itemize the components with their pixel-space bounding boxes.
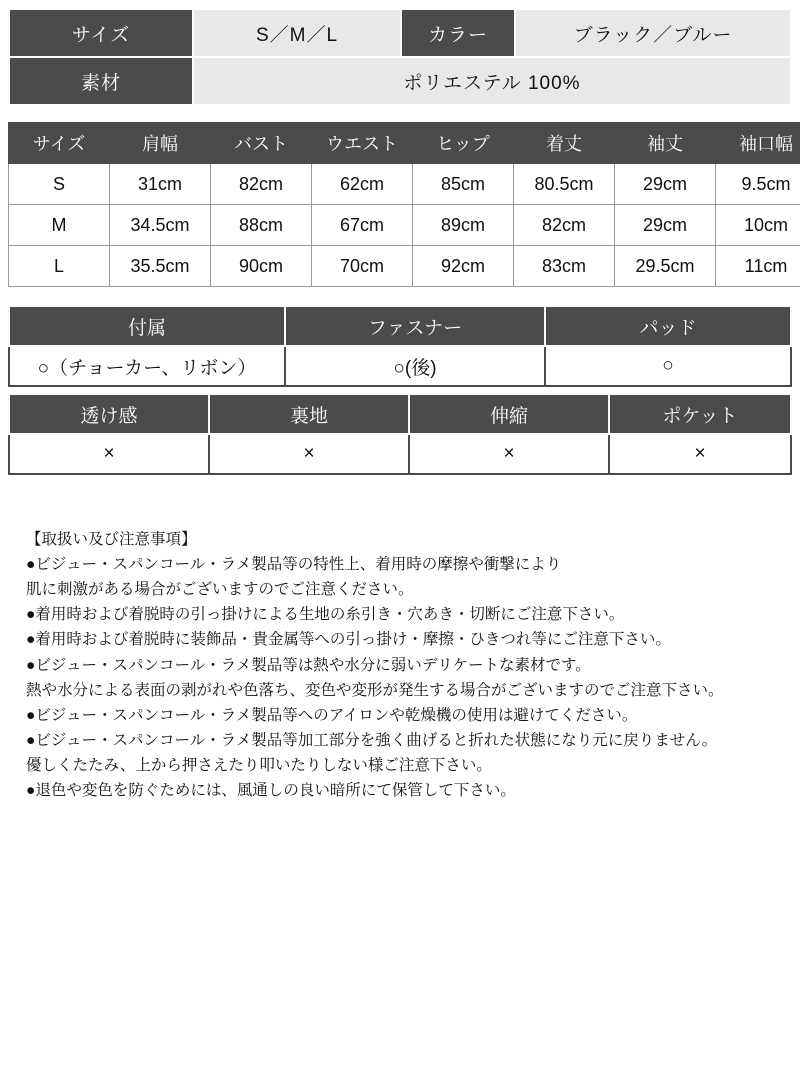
spec-value-material: ポリエステル 100% <box>193 57 791 105</box>
spec-label-size: サイズ <box>9 9 193 57</box>
size-s-waist: 62cm <box>312 164 413 205</box>
attr-value-accessory: ○（チョーカー、リボン） <box>9 346 285 386</box>
attr-value-zipper: ○(後) <box>285 346 545 386</box>
size-header-1: 肩幅 <box>110 123 211 164</box>
size-m-bust: 88cm <box>211 205 312 246</box>
size-header-3: ウエスト <box>312 123 413 164</box>
care-note-line: ●退色や変色を防ぐためには、風通しの良い暗所にて保管して下さい。 <box>26 782 516 800</box>
attr-header-accessory: 付属 <box>9 306 285 346</box>
size-header-7: 袖口幅 <box>716 123 800 164</box>
attr-value-sheer: × <box>9 434 209 474</box>
size-l-sleeve: 29.5cm <box>615 246 716 287</box>
table-header-row <box>9 394 791 434</box>
attr-header-pad: パッド <box>545 306 791 346</box>
size-m-length: 82cm <box>514 205 615 246</box>
size-s-sleeve: 29cm <box>615 164 716 205</box>
spec-label-color: カラー <box>401 9 515 57</box>
care-note-line: ●ビジュー・スパンコール・ラメ製品等へのアイロンや乾燥機の使用は避けてください。 <box>26 706 638 724</box>
size-m-shoulder: 34.5cm <box>110 205 211 246</box>
size-m-sleeve: 29cm <box>615 205 716 246</box>
spec-label-material: 素材 <box>9 57 193 105</box>
table-row <box>9 205 800 246</box>
attr-value-stretch: × <box>409 434 609 474</box>
size-header-5: 着丈 <box>514 123 615 164</box>
care-note-line: ●ビジュー・スパンコール・ラメ製品等加工部分を強く曲げると折れた状態になり元に戻りません。 <box>26 731 718 749</box>
size-s-hip: 85cm <box>413 164 514 205</box>
size-header-2: バスト <box>211 123 312 164</box>
size-header-0: サイズ <box>9 123 110 164</box>
attr-header-sheer: 透け感 <box>9 394 209 434</box>
size-s-shoulder: 31cm <box>110 164 211 205</box>
spec-table <box>8 8 792 106</box>
size-l-cuff: 11cm <box>716 246 800 287</box>
table-row <box>9 9 791 57</box>
care-note-line: ●ビジュー・スパンコール・ラメ製品等は熱や水分に弱いデリケートな素材です。 <box>26 656 591 674</box>
size-s-length: 80.5cm <box>514 164 615 205</box>
size-s-bust: 82cm <box>211 164 312 205</box>
table-row <box>9 346 791 386</box>
size-measurement-table <box>8 122 800 287</box>
attr-header-zipper: ファスナー <box>285 306 545 346</box>
care-note-line: ●着用時および着脱時に装飾品・貴金属等への引っ掛け・摩擦・ひきつれ等にご注意下さい。 <box>26 631 671 649</box>
size-m-label: M <box>9 205 110 246</box>
size-m-cuff: 10cm <box>716 205 800 246</box>
attr-header-stretch: 伸縮 <box>409 394 609 434</box>
size-l-bust: 90cm <box>211 246 312 287</box>
size-m-hip: 89cm <box>413 205 514 246</box>
size-l-waist: 70cm <box>312 246 413 287</box>
attr-value-pad: ○ <box>545 346 791 386</box>
size-header-4: ヒップ <box>413 123 514 164</box>
size-l-shoulder: 35.5cm <box>110 246 211 287</box>
attr-header-lining: 裏地 <box>209 394 409 434</box>
size-m-waist: 67cm <box>312 205 413 246</box>
table-row <box>9 164 800 205</box>
size-l-label: L <box>9 246 110 287</box>
table-row <box>9 434 791 474</box>
care-notes <box>8 527 792 803</box>
size-l-length: 83cm <box>514 246 615 287</box>
attributes-table-accessories <box>8 305 792 387</box>
table-row <box>9 57 791 105</box>
attributes-table-fabric <box>8 393 792 475</box>
care-note-line: 肌に刺激がある場合がございますのでご注意ください。 <box>26 581 414 599</box>
size-header-6: 袖丈 <box>615 123 716 164</box>
care-note-line: ●ビジュー・スパンコール・ラメ製品等の特性上、着用時の摩擦や衝撃により <box>26 556 562 574</box>
attr-value-pocket: × <box>609 434 791 474</box>
attr-header-pocket: ポケット <box>609 394 791 434</box>
care-note-line: 熱や水分による表面の剥がれや色落ち、変色や変形が発生する場合がございますのでご注意下さい。 <box>26 681 724 699</box>
care-notes-title: 【取扱い及び注意事項】 <box>26 531 197 548</box>
table-header-row <box>9 123 800 164</box>
spec-value-size: S／M／L <box>193 9 401 57</box>
table-header-row <box>9 306 791 346</box>
spec-value-color: ブラック／ブルー <box>515 9 791 57</box>
care-note-line: ●着用時および着脱時の引っ掛けによる生地の糸引き・穴あき・切断にご注意下さい。 <box>26 606 625 624</box>
attr-value-lining: × <box>209 434 409 474</box>
table-row <box>9 246 800 287</box>
size-s-cuff: 9.5cm <box>716 164 800 205</box>
size-s-label: S <box>9 164 110 205</box>
size-l-hip: 92cm <box>413 246 514 287</box>
care-note-line: 優しくたたみ、上から押さえたり叩いたりしない様ご注意下さい。 <box>26 756 492 774</box>
